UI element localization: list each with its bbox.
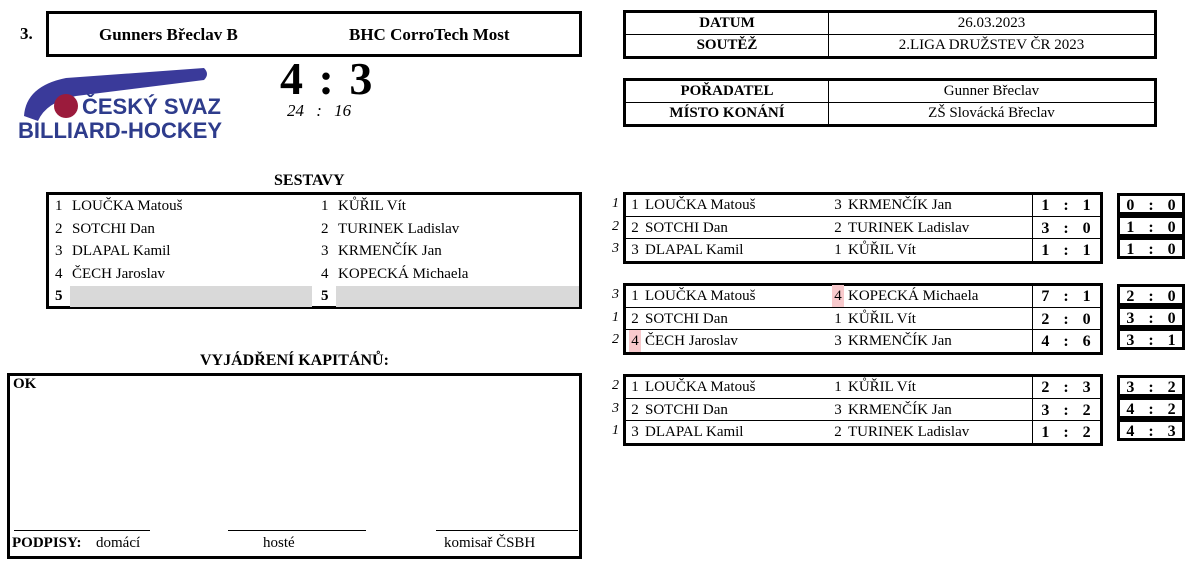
goal-score: 24 : 16 [287,101,352,120]
game-score: 1 : 2 [1041,424,1091,442]
away-lineup-number: 4 [321,265,329,282]
home-player-name: DLAPAL Kamil [645,424,744,441]
signatures-label: PODPISY: [12,535,82,551]
logo-text-line1: ČESKÝ SVAZ [82,94,221,119]
home-player-name: ČECH Jaroslav [645,333,738,350]
game-away-cell [832,421,969,443]
game-order-number: 2 [612,378,619,393]
away-player-number: 3 [834,197,842,213]
away-lineup-player: KOPECKÁ Michaela [338,265,469,282]
home-lineup-number: 2 [55,220,63,237]
game-home-cell [629,421,743,443]
home-player-number: 1 [631,379,639,395]
game-home-cell [629,217,728,239]
game-away-cell [832,330,952,352]
info-table-date [623,10,1157,59]
home-lineup-number: 3 [55,243,63,260]
home-lineup-player: DLAPAL Kamil [72,243,171,260]
away-lineup-player: TURINEK Ladislav [338,220,460,237]
home-player-number: 3 [631,424,639,441]
info-table-venue [623,78,1157,127]
game-away-cell [832,194,952,216]
home-player-number: 4 [629,330,641,352]
captain-title: VYJÁDŘENÍ KAPITÁNŮ: [200,352,389,369]
match-number: 3. [20,24,33,43]
game-away-cell [832,376,916,398]
home-player-name: SOTCHI Dan [645,401,728,418]
away-player-number: 3 [834,401,842,418]
running-score: 3 : 2 [1117,375,1185,397]
game-order-number: 3 [612,400,619,416]
lineup-empty-slot [70,286,312,307]
home-player-name: LOUČKA Matouš [645,288,756,304]
home-lineup-player: LOUČKA Matouš [72,198,183,214]
home-team-name: Gunners Břeclav B [99,25,238,44]
home-lineup-number: 4 [55,265,63,282]
captain-comment-text: OK [13,376,37,392]
game-score: 2 : 0 [1041,310,1091,328]
away-lineup-player: KRMENČÍK Jan [338,243,442,260]
home-player-name: SOTCHI Dan [645,219,728,236]
game-score: 1 : 1 [1041,242,1091,260]
running-score: 3 : 1 [1117,328,1185,350]
running-score: 1 : 0 [1117,237,1185,259]
running-score: 3 : 0 [1117,306,1185,328]
away-player-name: TURINEK Ladislav [848,424,970,441]
game-score: 7 : 1 [1041,288,1091,305]
game-home-cell [629,308,728,330]
game-order-number: 2 [612,218,619,234]
signature-home-label: domácí [96,535,141,551]
lineup-empty-slot [336,286,579,307]
away-lineup-number: 2 [321,220,329,237]
home-player-number: 2 [631,401,639,418]
game-score: 3 : 0 [1041,219,1091,237]
game-score: 4 : 6 [1041,333,1091,351]
game-away-cell [832,285,978,307]
teams-box [46,11,582,57]
running-score: 0 : 0 [1117,193,1185,215]
away-player-name: KRMENČÍK Jan [848,333,952,350]
away-player-name: KŮŘIL Vít [848,310,916,327]
poradatel-value: Gunner Břeclav [829,80,1156,103]
game-order-number: 1 [612,423,619,439]
game-away-cell [832,239,916,261]
signature-komisar-label: komisař ČSBH [444,535,536,551]
home-player-number: 1 [631,197,639,213]
signature-line-away [228,530,366,531]
away-player-name: KRMENČÍK Jan [848,197,952,213]
game-home-cell [629,399,728,421]
away-player-number: 3 [834,333,842,350]
home-player-number: 2 [631,310,639,327]
away-player-name: KŮŘIL Vít [848,242,916,259]
home-player-number: 2 [631,219,639,236]
game-order-number: 3 [612,241,619,257]
running-score: 2 : 0 [1117,284,1185,306]
away-player-number: 4 [832,285,844,307]
home-player-name: LOUČKA Matouš [645,379,756,395]
away-player-number: 1 [834,242,842,259]
captain-comment-box[interactable] [7,373,582,559]
soutez-label: SOUTĚŽ [625,35,829,58]
game-home-cell [629,239,743,261]
signature-line-home [14,530,150,531]
logo-text-line2: BILLIARD-HOCKEY [18,118,223,143]
game-home-cell [629,194,755,216]
home-player-name: SOTCHI Dan [645,310,728,327]
game-order-number: 2 [612,332,619,348]
home-lineup-player: ČECH Jaroslav [72,265,165,282]
home-player-number: 3 [631,242,639,259]
running-score: 1 : 0 [1117,215,1185,237]
home-player-number: 1 [631,288,639,304]
away-player-number: 2 [834,424,842,441]
game-home-cell [629,376,755,398]
game-score: 3 : 2 [1041,401,1091,419]
signature-line-komisar [436,530,578,531]
final-score: 4 : 3 [280,53,375,104]
away-player-name: TURINEK Ladislav [848,219,970,236]
away-player-name: KOPECKÁ Michaela [848,288,979,304]
running-score: 4 : 2 [1117,397,1185,419]
game-order-number: 1 [612,196,619,211]
away-player-number: 1 [834,310,842,327]
home-lineup-number: 1 [55,198,63,214]
home-player-name: DLAPAL Kamil [645,242,744,259]
away-player-number: 1 [834,379,842,395]
game-away-cell [832,308,916,330]
game-away-cell [832,217,969,239]
running-score: 4 : 3 [1117,419,1185,441]
home-lineup-number: 5 [55,288,63,305]
poradatel-label: POŘADATEL [625,80,829,103]
game-home-cell [629,330,738,352]
lineups-title: SESTAVY [274,172,345,189]
game-order-number: 1 [612,309,619,325]
misto-label: MÍSTO KONÁNÍ [625,103,829,126]
away-team-name: BHC CorroTech Most [349,25,510,44]
misto-value: ZŠ Slovácká Břeclav [829,103,1156,126]
away-player-name: KŮŘIL Vít [848,379,916,395]
signature-away-label: hosté [263,535,295,551]
game-order-number: 3 [612,287,619,302]
game-score: 2 : 3 [1041,379,1091,396]
away-lineup-number: 3 [321,243,329,260]
away-lineup-number: 1 [321,198,329,214]
away-lineup-player: KŮŘIL Vít [338,198,406,214]
game-away-cell [832,399,952,421]
away-player-name: KRMENČÍK Jan [848,401,952,418]
game-score: 1 : 1 [1041,197,1091,214]
soutez-value: 2.LIGA DRUŽSTEV ČR 2023 [829,35,1156,58]
datum-value: 26.03.2023 [829,12,1156,35]
home-player-name: LOUČKA Matouš [645,197,756,213]
away-player-number: 2 [834,219,842,236]
home-lineup-player: SOTCHI Dan [72,220,155,237]
game-home-cell [629,285,755,307]
datum-label: DATUM [625,12,829,35]
away-lineup-number: 5 [321,288,329,305]
